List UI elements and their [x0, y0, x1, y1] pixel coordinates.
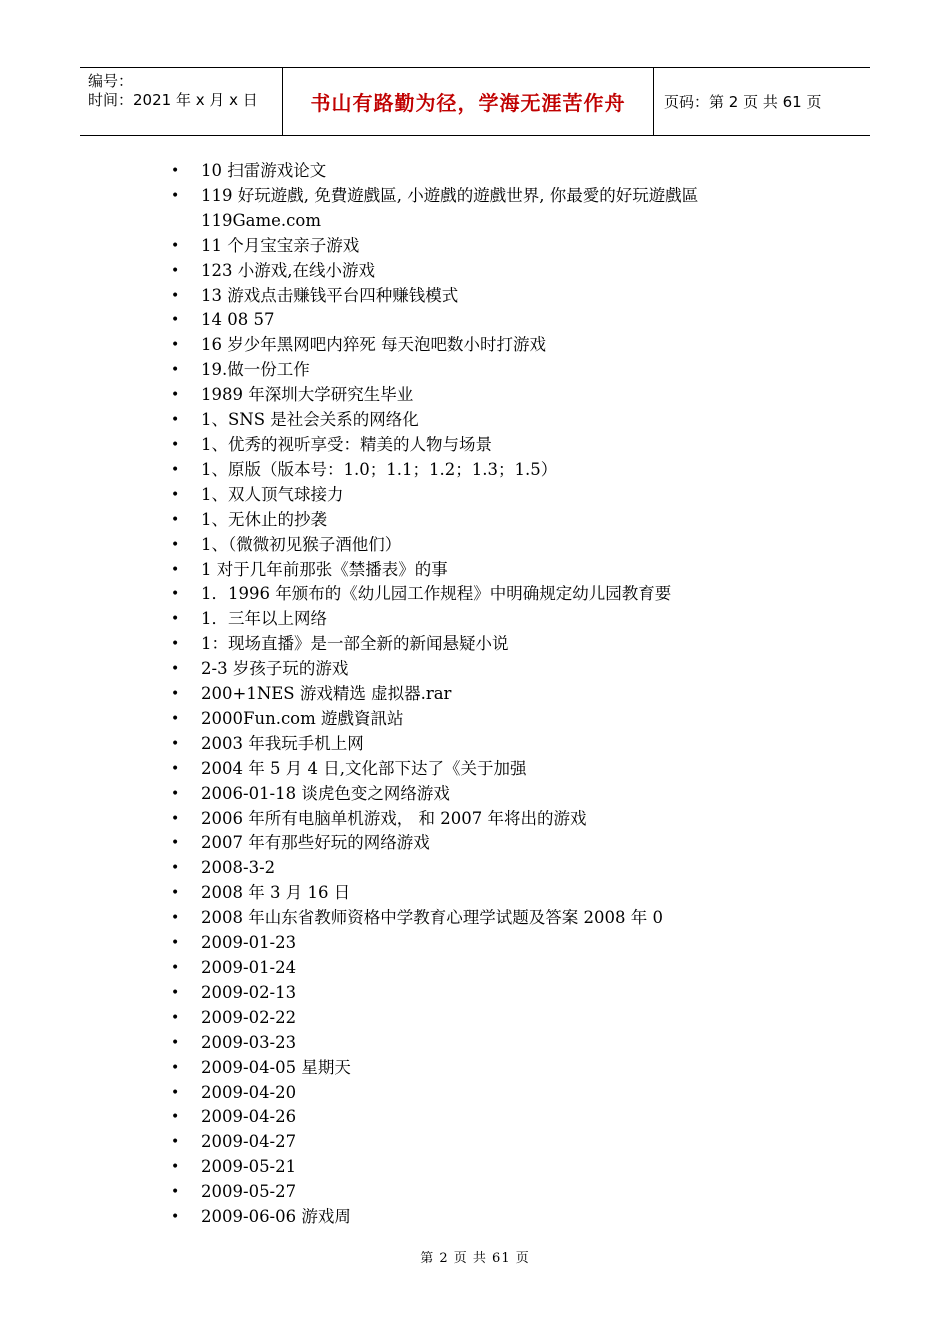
bullet-icon: • [171, 810, 180, 827]
list-item [168, 184, 828, 234]
list-item [168, 1081, 828, 1106]
bullet-icon: • [171, 710, 180, 727]
list-item [168, 483, 828, 508]
list-item [168, 607, 828, 632]
list-item-text: 2009-04-05 星期天 [201, 1057, 351, 1077]
list-item-text: 2009-06-06 游戏周 [201, 1207, 351, 1227]
list-item [168, 433, 828, 458]
list-item-text: 14 08 57 [201, 310, 275, 330]
list-item [168, 358, 828, 383]
bullet-icon: • [171, 611, 180, 628]
list-item [168, 981, 828, 1006]
list-item-text: 2008 年 3 月 16 日 [201, 883, 351, 903]
list-item-text: 2009-03-23 [201, 1032, 297, 1052]
bullet-icon: • [171, 636, 180, 653]
list-item [168, 333, 828, 358]
list-item-text: 1、无休止的抄袭 [201, 509, 327, 529]
list-item-text: 2008-3-2 [201, 858, 276, 878]
list-item-text: 2009-04-27 [201, 1132, 297, 1152]
bullet-icon: • [171, 362, 180, 379]
bullet-icon: • [171, 984, 180, 1001]
list-item-text: 1．1996 年颁布的《幼儿园工作规程》中明确规定幼儿园教育要 [201, 584, 672, 604]
bullet-icon: • [171, 461, 180, 478]
list-item-text: 2009-05-27 [201, 1182, 297, 1202]
list-item [168, 408, 828, 433]
list-item [168, 757, 828, 782]
list-item-text: 2008 年山东省教师资格中学教育心理学试题及答案 2008 年 0 [201, 908, 663, 928]
bullet-icon: • [171, 586, 180, 603]
list-item-text: 2009-04-20 [201, 1082, 297, 1102]
list-item-text: 2009-01-24 [201, 958, 297, 977]
list-item [168, 533, 828, 558]
list-item [168, 881, 828, 906]
page-footer: 第 2 页 共 61 页 [420, 1251, 530, 1266]
list-item-text: 2003 年我玩手机上网 [201, 733, 364, 753]
list-item [168, 632, 828, 657]
list-item-text: 2000Fun.com 遊戲資訊站 [201, 708, 404, 728]
list-item-text: 13 游戏点击赚钱平台四种赚钱模式 [201, 285, 459, 305]
list-item [168, 558, 828, 583]
bullet-icon: • [171, 1109, 180, 1126]
bullet-icon: • [171, 686, 180, 703]
list-item [168, 856, 828, 881]
list-item-text: 1 对于几年前那张《禁播表》的事 [201, 559, 448, 579]
bullet-icon: • [171, 1009, 180, 1026]
list-item [168, 284, 828, 309]
header-motto: 书山有路勤为径，学海无涯苦作舟 [282, 68, 654, 135]
list-item [168, 159, 828, 184]
list-item-text: 2009-02-22 [201, 1007, 297, 1027]
time-label: 时间：2021 年 x 月 x 日 [88, 91, 258, 109]
list-item-text: 1、（微微初见猴子酒他们） [201, 534, 402, 554]
list-item [168, 234, 828, 259]
bullet-icon: • [171, 860, 180, 877]
list-item-text: 2006 年所有电脑单机游戏， 和 2007 年将出的游戏 [201, 808, 587, 828]
page-header [80, 67, 870, 136]
list-item [168, 1006, 828, 1031]
bullet-icon: • [171, 1184, 180, 1201]
list-item-text: 1：现场直播》是一部全新的新闻悬疑小说 [201, 634, 509, 654]
list-item [168, 508, 828, 533]
list-item-text: 2006-01-18 谈虎色变之网络游戏 [201, 783, 450, 803]
list-item [168, 657, 828, 682]
list-item [168, 956, 828, 981]
bullet-icon: • [171, 1084, 180, 1101]
bullet-list [168, 159, 828, 1230]
bullet-icon: • [171, 536, 180, 553]
list-item [168, 1105, 828, 1130]
list-item [168, 1155, 828, 1180]
bullet-icon: • [171, 486, 180, 503]
list-item-text: 2009-05-21 [201, 1157, 297, 1177]
bullet-icon: • [171, 436, 180, 453]
list-item [168, 831, 828, 856]
bullet-icon: • [171, 561, 180, 578]
header-page-info: 页码：第 2 页 共 61 页 [664, 93, 822, 111]
list-item-text: 1、双人顶气球接力 [201, 484, 344, 504]
list-item-text: 2009-04-26 [201, 1107, 297, 1127]
list-item-text: 10 扫雷游戏论文 [201, 161, 327, 180]
bullet-icon: • [171, 287, 180, 304]
list-item [168, 906, 828, 931]
list-item [168, 308, 828, 333]
list-item-text: 2009-02-13 [201, 982, 297, 1002]
list-item [168, 582, 828, 607]
list-item-text: 200+1NES 游戏精选 虚拟器.rar [201, 684, 452, 704]
bullet-icon: • [171, 835, 180, 852]
list-item [168, 682, 828, 707]
bullet-icon: • [171, 785, 180, 802]
bullet-icon: • [171, 960, 180, 976]
list-item [168, 931, 828, 956]
list-item-text: 2004 年 5 月 4 日,文化部下达了《关于加强 [201, 758, 527, 778]
bullet-icon: • [171, 910, 180, 927]
list-item-text: 2009-01-23 [201, 933, 297, 953]
bullet-icon: • [171, 1134, 180, 1151]
bullet-icon: • [171, 387, 180, 404]
bullet-icon: • [171, 187, 180, 204]
bullet-icon: • [171, 735, 180, 752]
bullet-icon: • [171, 1034, 180, 1051]
list-item [168, 707, 828, 732]
bullet-icon: • [171, 312, 180, 329]
bullet-icon: • [171, 1209, 180, 1226]
number-label: 编号： [88, 72, 134, 90]
list-item-text: 19.做一份工作 [201, 360, 310, 380]
bullet-icon: • [171, 935, 180, 952]
list-item-text: 2-3 岁孩子玩的游戏 [201, 659, 349, 679]
list-item [168, 1180, 828, 1205]
list-item [168, 383, 828, 408]
list-item [168, 259, 828, 284]
list-item-text: 16 岁少年黑网吧内猝死 每天泡吧数小时打游戏 [201, 335, 546, 355]
bullet-icon: • [171, 885, 180, 902]
list-item-text: 119Game.com [201, 210, 321, 230]
bullet-icon: • [171, 511, 180, 528]
list-item-text: 119 好玩遊戲, 免費遊戲區, 小遊戲的遊戲世界, 你最愛的好玩遊戲區 [201, 185, 699, 205]
list-item [168, 1205, 828, 1230]
list-item-text: 1989 年深圳大学研究生毕业 [201, 385, 414, 405]
list-item-text: 11 个月宝宝亲子游戏 [201, 235, 360, 255]
list-item-text: 123 小游戏,在线小游戏 [201, 260, 375, 280]
list-item-text: 2007 年有那些好玩的网络游戏 [201, 833, 430, 853]
bullet-icon: • [171, 1059, 180, 1076]
bullet-icon: • [171, 760, 180, 777]
bullet-icon: • [171, 163, 180, 179]
bullet-icon: • [171, 337, 180, 354]
list-item-text: 1．三年以上网络 [201, 609, 327, 629]
list-item [168, 1056, 828, 1081]
list-item-text: 1、原版（版本号：1.0；1.1；1.2；1.3；1.5） [201, 459, 558, 479]
list-item [168, 807, 828, 832]
bullet-icon: • [171, 412, 180, 429]
bullet-icon: • [171, 237, 180, 254]
list-item [168, 732, 828, 757]
bullet-icon: • [171, 262, 180, 279]
list-item-text: 1、SNS 是社会关系的网络化 [201, 410, 419, 430]
list-item [168, 1130, 828, 1155]
list-item [168, 782, 828, 807]
list-item [168, 1031, 828, 1056]
bullet-icon: • [171, 1159, 180, 1176]
list-item-text: 1、优秀的视听享受：精美的人物与场景 [201, 434, 492, 454]
list-item [168, 458, 828, 483]
header-meta [80, 68, 282, 135]
bullet-icon: • [171, 661, 180, 678]
